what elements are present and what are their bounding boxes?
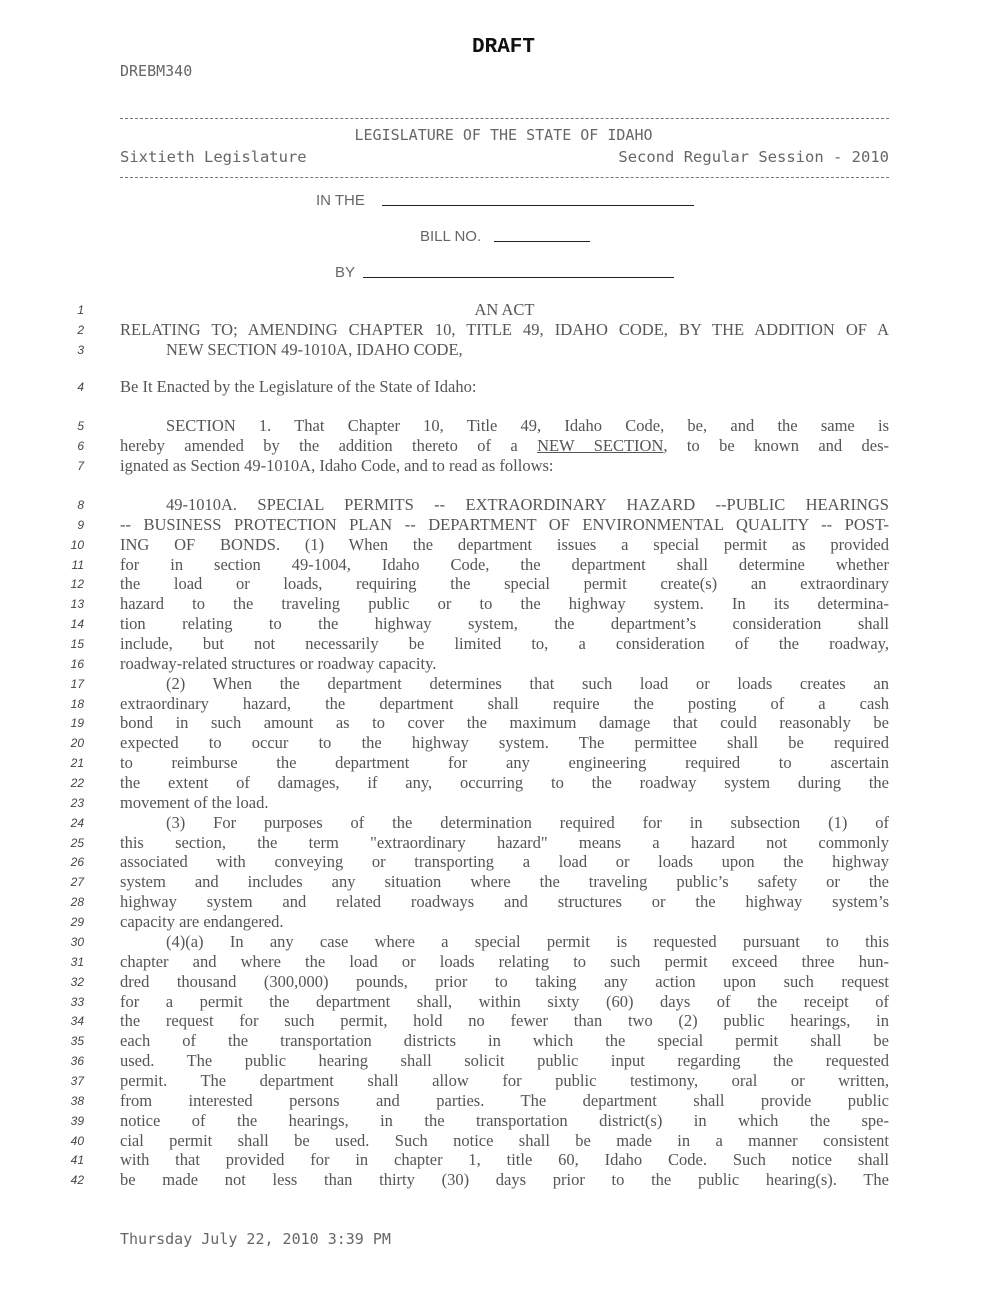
line-number: 6	[77, 439, 84, 453]
legislature-title: LEGISLATURE OF THE STATE OF IDAHO	[354, 126, 653, 144]
line-number: 42	[70, 1173, 84, 1188]
by-blank	[363, 277, 674, 278]
bill-text-line: roadway-related structures or roadway capacity.	[120, 653, 437, 673]
bill-text-line: used. The public hearing shall solicit public input regarding the requested	[120, 1051, 889, 1071]
line-number: 35	[70, 1034, 84, 1049]
line-number: 40	[70, 1133, 84, 1148]
bill-text-line: the load or loads, requiring the special permit create(s) an extraordinary	[120, 574, 889, 594]
bill-text-line: NEW SECTION 49-1010A, IDAHO CODE,	[166, 340, 463, 359]
line-number: 15	[70, 637, 84, 652]
line-number: 3	[77, 343, 84, 357]
bill-text-line: notice of the hearings, in the transportation district(s) in which the spe-	[120, 1110, 889, 1130]
line-number: 38	[70, 1093, 84, 1108]
bill-text-line: expected to occur to the highway system. The permittee shall be required	[120, 733, 889, 753]
header-divider-top	[120, 118, 889, 119]
bill-text-line: RELATING TO; AMENDING CHAPTER 10, TITLE 49, IDAHO CODE, BY THE ADDITION OF A	[120, 320, 889, 339]
line-number: 39	[70, 1113, 84, 1128]
line-number: 30	[70, 934, 84, 949]
bill-text-line: system and includes any situation where the traveling public’s safety or the	[120, 872, 889, 892]
bill-text-line: extraordinary hazard, the department shall require the posting of a cash	[120, 693, 889, 713]
line-number: 25	[70, 835, 84, 850]
line-number: 33	[70, 994, 84, 1009]
draft-watermark-title: DRAFT	[471, 36, 535, 59]
line-number: 4	[77, 380, 84, 394]
line-number: 11	[71, 557, 84, 572]
session-label: Second Regular Session - 2010	[618, 148, 889, 166]
bill-no-blank	[494, 241, 590, 242]
line-number: 22	[70, 776, 84, 791]
bill-no-label: BILL NO.	[420, 228, 482, 245]
bill-text-line: ING OF BONDS. (1) When the department issues a special permit as provided	[120, 534, 889, 554]
bill-text-line: to reimburse the department for any engineering required to ascertain	[120, 753, 889, 773]
bill-text-line: for a permit the department shall, within sixty (60) days of the receipt of	[120, 991, 889, 1011]
bill-text-line: from interested persons and parties. The department shall provide public	[120, 1090, 889, 1110]
bill-text-line: the request for such permit, hold no fewer than two (2) public hearings, in	[120, 1011, 889, 1031]
in-the-label: IN THE	[316, 192, 365, 209]
legislature-number: Sixtieth Legislature	[120, 148, 307, 166]
line-number: 8	[77, 498, 84, 512]
line-number: 12	[70, 577, 84, 592]
line-number: 5	[77, 419, 84, 433]
bill-text-line: SECTION 1. That Chapter 10, Title 49, Idaho Code, be, and the same is	[166, 416, 889, 435]
bill-text-line: -- BUSINESS PROTECTION PLAN -- DEPARTMENT OF ENVIRONMENTAL QUALITY -- POST-	[120, 514, 889, 534]
by-label: BY	[335, 264, 356, 281]
bill-text-line: Be It Enacted by the Legislature of the State of Idaho:	[120, 377, 477, 396]
bill-text-line: each of the transportation districts in which the special permit shall be	[120, 1031, 889, 1051]
line-number: 32	[70, 974, 84, 989]
bill-text-line: capacity are endangered.	[120, 912, 284, 932]
line-number: 36	[70, 1054, 84, 1069]
bill-text-line: with that provided for in chapter 1, title 60, Idaho Code. Such notice shall	[120, 1150, 889, 1170]
bill-text-line: (4)(a) In any case where a special permit is requested pursuant to this	[166, 931, 889, 951]
line-number: 21	[70, 756, 84, 771]
line-number: 28	[70, 895, 84, 910]
bill-text-line	[120, 436, 889, 456]
bill-text-line: AN ACT	[474, 300, 535, 319]
line-number: 2	[77, 323, 84, 337]
line-number: 7	[77, 459, 84, 473]
bill-text-line: this section, the term "extraordinary hazard" means a hazard not commonly	[120, 832, 889, 852]
bill-text-line: highway system and related roadways and structures or the highway system’s	[120, 892, 889, 912]
bill-text-line: for in section 49-1004, Idaho Code, the department shall determine whether	[120, 554, 889, 574]
bill-text-line: ignated as Section 49-1010A, Idaho Code, and to read as follows:	[120, 456, 554, 475]
bill-text-fragment: hereby amended by the addition thereto of a	[120, 436, 538, 455]
bill-text-line: cial permit shall be used. Such notice shall be made in a manner consistent	[120, 1130, 889, 1150]
line-number: 17	[70, 676, 84, 691]
line-number: 9	[77, 517, 84, 532]
bill-text-line: include, but not necessarily be limited to, a consideration of the roadway,	[120, 634, 889, 654]
line-number: 41	[70, 1153, 84, 1168]
line-number: 31	[70, 954, 84, 969]
line-number: 14	[70, 617, 84, 632]
bill-text-line: (3) For purposes of the determination required for in subsection (1) of	[166, 812, 889, 832]
bill-text-line: be made not less than thirty (30) days prior to the public hearing(s). The	[120, 1170, 889, 1190]
bill-text-line: 49-1010A. SPECIAL PERMITS -- EXTRAORDINARY HAZARD --PUBLIC HEARINGS	[166, 495, 889, 514]
bill-text-line: (2) When the department determines that such load or loads creates an	[166, 673, 889, 693]
header-divider-bottom	[120, 177, 889, 178]
line-number: 20	[70, 736, 84, 751]
bill-text-line: hazard to the traveling public or to the highway system. In its determina-	[120, 594, 889, 614]
timestamp-footer: Thursday July 22, 2010 3:39 PM	[120, 1230, 391, 1248]
bill-text-line: chapter and where the load or loads relating to such permit exceed three hun-	[120, 951, 889, 971]
bill-text-line: dred thousand (300,000) pounds, prior to taking any action upon such request	[120, 971, 889, 991]
bill-text-line: bond in such amount as to cover the maximum damage that could reasonably be	[120, 713, 889, 733]
line-number: 29	[70, 915, 84, 930]
bill-text-line: tion relating to the highway system, the department’s consideration shall	[120, 614, 889, 634]
line-number: 10	[70, 537, 84, 552]
bill-text-line: the extent of damages, if any, occurring to the roadway system during the	[120, 773, 889, 793]
in-the-blank	[382, 205, 694, 206]
line-number: 37	[70, 1073, 84, 1088]
line-number: 26	[70, 855, 84, 870]
document-id: DREBM340	[120, 62, 193, 80]
line-number: 19	[70, 716, 84, 731]
bill-text-line: permit. The department shall allow for public testimony, oral or written,	[120, 1070, 889, 1090]
new-section-underlined: NEW SECTION	[537, 436, 664, 455]
line-number: 16	[70, 656, 84, 671]
line-number: 1	[77, 303, 84, 317]
bill-text-line: associated with conveying or transporting a load or loads upon the highway	[120, 852, 889, 872]
line-number: 24	[70, 815, 84, 830]
line-number: 27	[70, 875, 84, 890]
bill-text-line: movement of the load.	[120, 792, 269, 812]
line-number: 23	[70, 795, 84, 810]
line-number: 34	[70, 1014, 84, 1029]
bill-text-fragment: , to be known and des-	[663, 436, 890, 455]
line-number: 18	[70, 696, 84, 711]
line-number: 13	[70, 597, 84, 612]
